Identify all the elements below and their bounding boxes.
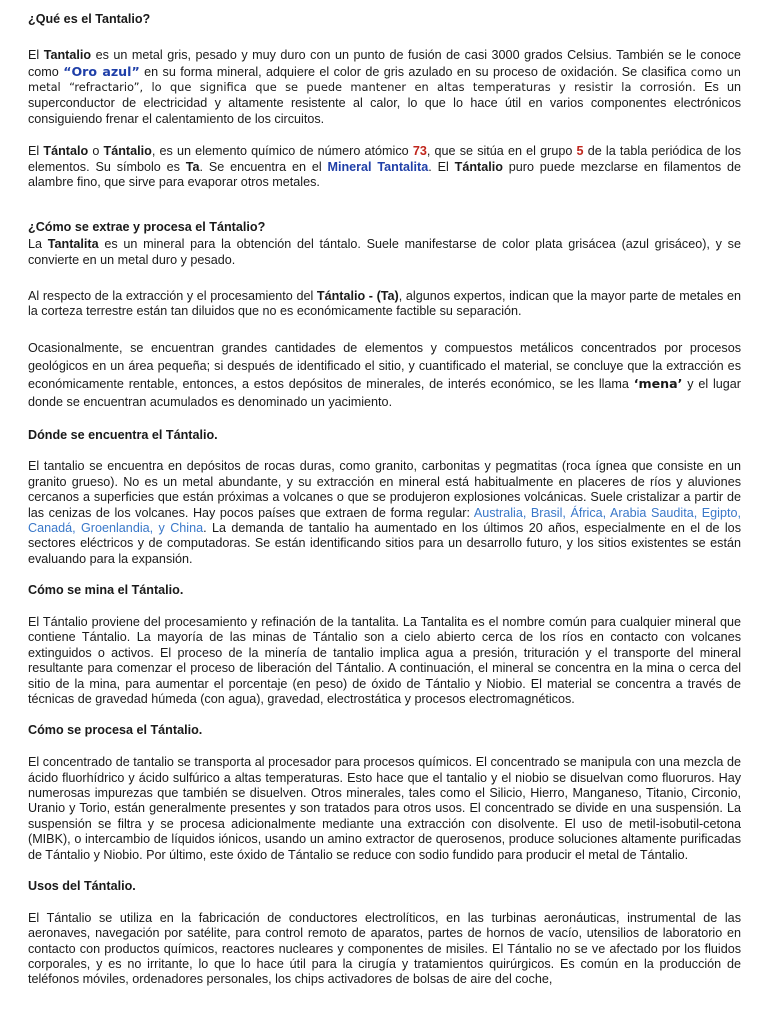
document-page (28, 12, 741, 988)
text: puro puede mezclarse en filamentos de alambre fino, que sirve para evaporar otros metales. (28, 159, 741, 190)
text: La (28, 236, 48, 251)
text: Es un superconductor de electricidad y altamente resistente al calor, lo que lo hace útil en varios componentes electrónicos consiguiendo frenar el calentamiento de los circuitos. (28, 80, 742, 126)
text: y el lugar donde se encuentran acumulados es denominado un yacimiento. (28, 377, 741, 409)
text: El tantalio se encuentra en depósitos de rocas duras, como granito, carbonitas y pegmatitas (roca ígnea que consiste en un granito grueso). No es un metal abundante, y su extracción en mineral está habitualmente en placeres de ríos y aluviones cercanos a superficies que están próximas a volcanes o que se produjeron explosiones volcánicas. Suele cristalizar a partir de las cenizas de los volcanes. Hay pocos países que extraen de forma regular: (28, 459, 741, 520)
mineral-tantalita-link[interactable]: Mineral Tantalita (327, 159, 429, 174)
paragraph-mina-1: El Tántalio proviene del procesamiento y refinación de la tantalita. La Tantalita es el nombre común para cualquier mineral que contiene Tántalio. La mayoría de las minas de Tántalio son a cielo abierto cerca de los ríos en contacto con volcanes extinguidos o activos. El proceso de la minería de tantalio implica agua a presión, trituración y el transporte del mineral resultante para comenzar el proceso de liberación del Tántalio. A continuación, el mineral se concentra en la mina o cerca del sitio de la mina, para aumentar el porcentaje (en peso) de óxido de Tántalio y Niobio. El material se concentra a través de técnicas de gravedad húmeda (con agua), gravedad, electrostática y procesos electromagnéticos. (28, 614, 741, 706)
element-symbol: Ta (185, 159, 200, 174)
paragraph-donde-1 (28, 459, 741, 567)
term-oro-azul: “Oro azul” (63, 63, 140, 79)
term-tantalio-ta: Tántalio - (Ta) (316, 288, 399, 303)
heading-como-se-mina: Cómo se mina el Tántalio. (28, 583, 184, 598)
atomic-number: 73 (412, 143, 427, 158)
heading-usos: Usos del Tántalio. (28, 879, 136, 894)
text: es un mineral para la obtención del tántalo. Suele manifestarse de color plata grisácea (azul grisáceo), y se convierte en un metal duro y pesado. (28, 236, 741, 267)
term-mena: ‘mena’ (633, 376, 683, 392)
text: es un metal gris, pesado y muy duro con un punto de fusión de casi 3000 grados Celsius. También se le conoce como (28, 47, 742, 79)
text: de la tabla periódica de los elementos. Su símbolo es (28, 143, 741, 174)
term-tantalita: Tantalita (47, 236, 99, 251)
heading-como-se-procesa: Cómo se procesa el Tántalio. (28, 723, 203, 738)
paragraph-usos-1: El Tántalio se utiliza en la fabricación de conductores electrolíticos, en las turbinas aeronáuticas, instrumental de las aeronaves, navegación por satélite, para control remoto de aparatos, partes de hornos de vacío, utensilios de laboratorio en contacto con productos químicos, reactores nucleares y componentes de misiles. El Tántalio no se ve afectado por los fluidos corporales, y es no irritante, lo que lo hace útil para la cirugía y tratamientos quirúrgicos. Es común en la producción de teléfonos móviles, ordenadores personales, los chips activadores de bolsas de aire del coche, (28, 910, 741, 987)
heading-que-es: ¿Qué es el Tantalio? (28, 12, 151, 26)
term-tantalo: Tántalo (43, 143, 89, 158)
text: El (28, 143, 44, 158)
text: . La demanda de tantalio ha aumentado en los últimos 20 años, especialmente en el de los sectores eléctricos y de computadoras. Se están identificando sitios para un desarrollo futuro, y los sitios existentes se están evaluando para la expansión. (28, 520, 741, 566)
text: Ocasionalmente, se encuentran grandes cantidades de elementos y compuestos metálicos concentrados por procesos geológicos en un área pequeña; si después de identificado el sitio, y cuantificado el material, se concluye que la extracción es económicamente rentable, entonces, a estos depósitos de minerales, de interés económico, se les llama (28, 341, 741, 392)
paragraph-que-es-2 (28, 144, 741, 191)
text: , es un elemento químico de número atómico (151, 143, 413, 158)
term-tantalio: Tantalio (43, 47, 92, 62)
paragraph-que-es-1 (28, 48, 741, 128)
term-tantalio: Tántalio (454, 159, 503, 174)
text: , algunos expertos, indican que la mayor parte de metales en la corteza terrestre están tan diluidos que no es económicamente factible su separación. (28, 288, 741, 319)
text: . El (428, 159, 455, 174)
group-number: 5 (576, 143, 584, 158)
text-refractario: como un metal “refractario”, lo que significa que se puede mantener en altas temperaturas y resistir la corrosión. (28, 64, 742, 95)
text: , que se sitúa en el grupo (426, 143, 577, 158)
paragraph-procesa-1: El concentrado de tantalio se transporta al procesador para procesos químicos. El concentrado se manipula con una mezcla de ácido fluorhídrico y ácido sulfúrico a altas temperaturas. Esto hace que el tantalio y el niobio se disuelvan como fluoruros. Hay numerosas impurezas que también se disuelven. Otros minerales, tales como el Silicio, Hierro, Manganeso, Titanio, Circonio, Uranio y Torio, están generalmente presentes y son tratados para otros usos. El concentrado se divide en una suspensión. La suspensión se filtra y se procesa adicionalmente mediante una extracción con disolvente. El uso de metil-isobutil-cetona (MIBK), o intercambio de líquidos iónicos, usando un amino extractor de querosenos, produce soluciones altamente purificadas de Tántalio y Niobio. Por último, este óxido de Tántalio se reduce con sodio fundido para producir el metal de Tántalio. (28, 755, 741, 862)
text: El (28, 47, 44, 62)
paragraph-extrae-1 (28, 237, 741, 269)
paragraph-extrae-3 (28, 340, 741, 411)
heading-donde-se-encuentra: Dónde se encuentra el Tántalio. (28, 427, 218, 442)
countries-list[interactable]: Australia, Brasil, África, Arabia Saudita, Egipto, Canadá, Groenlandia, y China (28, 505, 741, 535)
text: en su forma mineral, adquiere el color de gris azulado en su proceso de oxidación. Se clasifica (139, 64, 691, 79)
paragraph-extrae-2 (28, 289, 741, 321)
text: o (88, 143, 104, 158)
text: . Se encuentra en el (199, 159, 328, 174)
term-tantalio: Tántalio (103, 143, 152, 158)
heading-como-se-extrae: ¿Cómo se extrae y procesa el Tántalio? (28, 220, 266, 235)
text: Al respecto de la extracción y el procesamiento del (28, 288, 317, 303)
